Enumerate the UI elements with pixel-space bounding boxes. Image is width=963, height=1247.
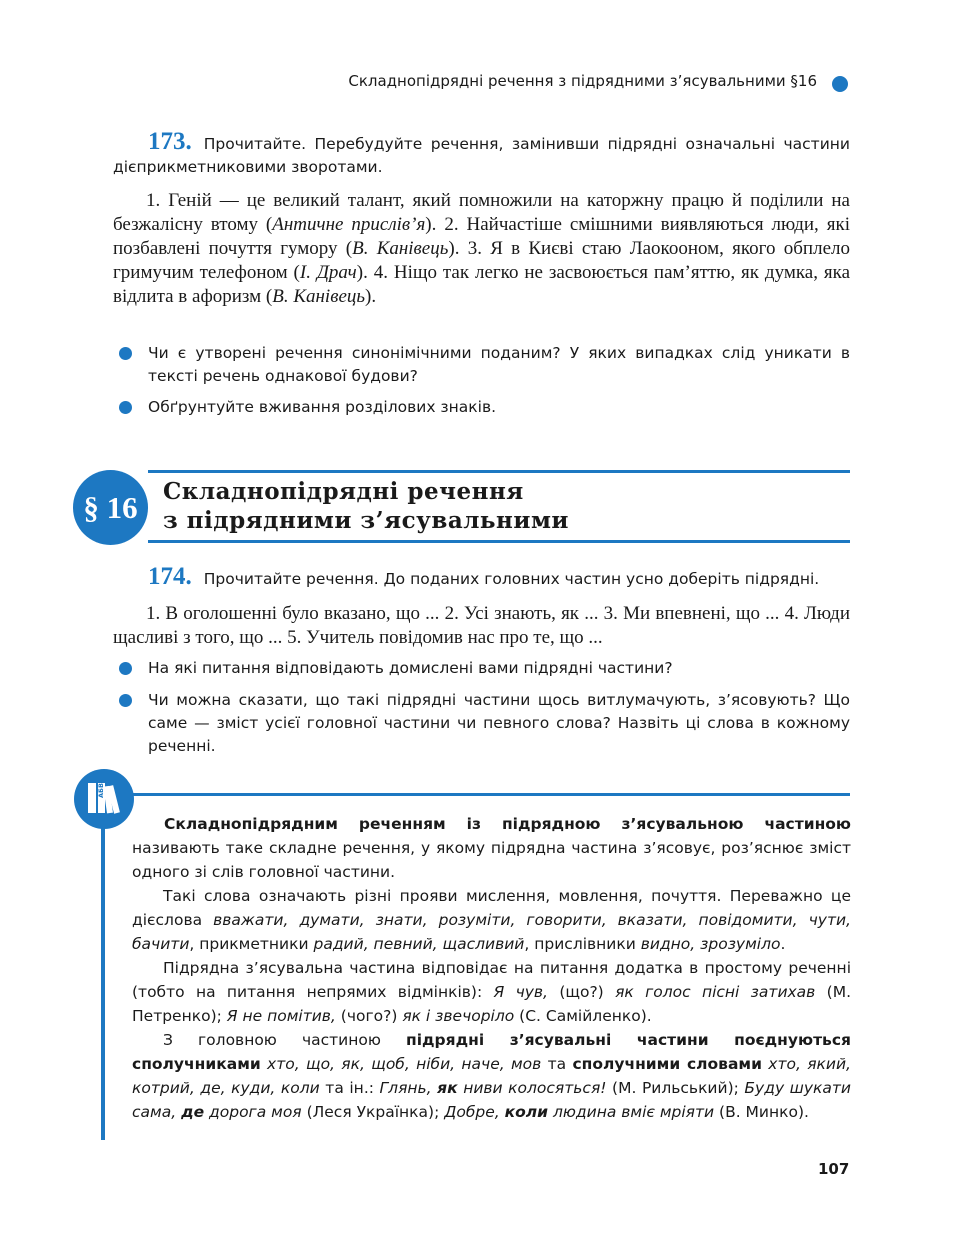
rule-icon-letters: АБВ [97,783,105,798]
section-rule-bottom [148,540,850,543]
rule-box-top-line [128,793,850,796]
question-text: На які питання відповідають домислені вами підрядні частини? [148,659,673,677]
exercise-173-task [113,130,850,179]
exercise-174-number: 174. [148,563,192,590]
question-text: Чи можна сказати, що такі підрядні частини щось витлумачують, з’ясовують? Що саме — зміст усієї головної частини чи певного слова? Назвіть ці слова в кожному реченні. [148,691,850,755]
exercise-173-question-1 [113,342,850,388]
bullet-icon [119,347,132,360]
question-text: Обґрунтуйте вживання розділових знаків. [148,398,497,416]
exercise-173-question-2 [113,396,850,419]
section-title-line-2: з підрядними з’ясувальними [163,507,569,534]
page-number: 107 [818,1160,850,1178]
running-header: Складнопідрядні речення з підрядними з’ясувальними §16 [348,72,817,90]
exercise-174-task [113,565,850,591]
rule-text [132,812,851,1124]
bullet-icon [119,662,132,675]
rule-box-left-line [101,820,105,1140]
question-text: Чи є утворені речення синонімічними поданим? У яких випадках слід уникати в тексті речень однакової будови? [148,344,850,385]
exercise-174-task-text: Прочитайте речення. До поданих головних частин усно доберіть підрядні. [203,570,820,588]
bullet-icon [119,401,132,414]
rule-paragraph-1: Складнопідрядним реченням із підрядною з’ясувальною частиною називають таке складне речення, у якому підрядна частина з’ясовує, роз’яснює зміст одного зі слів головної частини. [132,815,851,881]
header-dot-icon [832,76,848,92]
exercise-173-task-text: Прочитайте. Перебудуйте речення, замінивши підрядні означальні частини дієприкметниковими зворотами. [113,135,850,176]
rule-paragraph-3: Підрядна з’ясувальна частина відповідає на питання додатка в простому реченні (тобто на питання непрямих відмінків): Я чув, (що?) як голос пісні затихав (М. Петренко); Я не помітив, (чого?) як і звечоріло (С. Самійленко). [132,959,852,1025]
section-badge: § 16 [73,470,148,545]
section-title [163,477,569,535]
bullet-icon [119,694,132,707]
exercise-174-text: 1. В оголошенні було вказано, що ... 2. Усі знають, як ... 3. Ми впевнені, що ... 4. Люди щасливі з того, що ... 5. Учитель повідомив нас про те, що ... [113,603,850,648]
rule-paragraph-2: Такі слова означають різні прояви мислення, мовлення, почуття. Переважно це дієслова вважати, думати, знати, розуміти, говорити, вказати, повідомити, чути, бачити, прикметники радий, певний, щасливий, прислівники видно, зрозуміло. [132,887,851,953]
rule-paragraph-4: З головною частиною підрядні з’ясувальні частини поєднуються сполучниками хто, що, як, щоб, ніби, наче, мов та сполучними словами хто, який, котрий, де, куди, коли та ін.: Глянь, як ниви колосяться! (М. Рильський); Буду шукати сама, де дорога моя (Леся Українка); Добре, коли людина вміє мріяти (В. Минко). [132,1031,851,1121]
exercise-173-number: 173. [148,128,192,155]
section-rule-top [148,470,850,473]
books-icon [74,769,134,829]
section-title-line-1: Складнопідрядні речення [163,478,524,505]
exercise-174-question-1 [113,657,850,680]
exercise-173-text: 1. Геній — це великий талант, який помножили на каторжну працю й поділили на безжалісну втому (Античне прислів’я). 2. Найчастіше смішними виявляються люди, які позбавлені почуття гумору (В. Канівець). 3. Я в Києві стаю Лаокооном, якого обплело гримучим телефоном (І. Драч). 4. Ніщо так легко не засвоюється пам’яттю, як думка, яка відлита в афоризм (В. Канівець). [113,190,851,307]
exercise-174-question-2 [113,689,850,758]
